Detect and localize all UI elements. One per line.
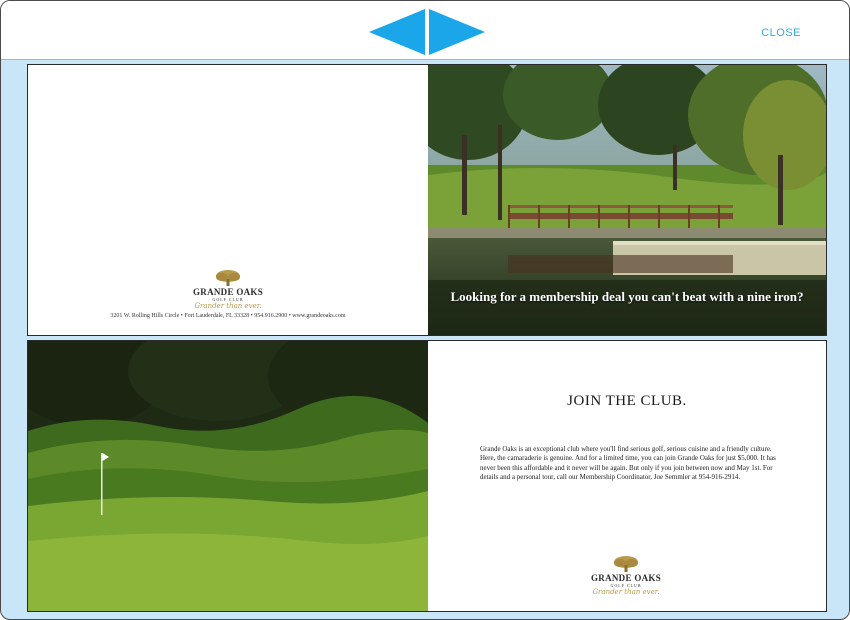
brochure-spread-inside <box>27 340 827 612</box>
oak-tree-icon <box>215 269 241 287</box>
close-button[interactable]: CLOSE <box>761 27 801 39</box>
join-club-title: JOIN THE CLUB. <box>567 393 687 409</box>
cover-back-panel <box>28 65 428 335</box>
bridge-pond-photo <box>428 65 826 335</box>
logo-name: GRANDE OAKS <box>590 573 662 583</box>
logo-name: GRANDE OAKS <box>192 287 264 297</box>
grande-oaks-logo <box>168 269 288 311</box>
oak-tree-icon <box>613 555 639 573</box>
triangle-right-icon <box>429 9 485 55</box>
logo-subtitle: GOLF CLUB <box>212 297 244 302</box>
fairway-green-photo <box>28 341 428 611</box>
grande-oaks-logo-inside <box>566 555 686 597</box>
join-club-panel <box>428 341 826 611</box>
previous-page-button[interactable] <box>369 9 425 55</box>
brochure-spread-cover <box>27 64 827 336</box>
logo-subtitle: GOLF CLUB <box>610 583 642 588</box>
next-page-button[interactable] <box>429 9 485 55</box>
cover-headline: Looking for a membership deal you can't beat with a nine iron? <box>450 289 804 304</box>
logo-tagline: Grander than ever. <box>592 588 660 596</box>
triangle-left-icon <box>369 9 425 55</box>
logo-tagline: Grander than ever. <box>194 302 262 310</box>
club-address: 3201 W. Rolling Hills Circle • Fort Lauderdale, FL 33328 • 954.916.2900 • www.grandeoaks.com <box>110 313 346 319</box>
membership-offer-copy: Grande Oaks is an exceptional club where you'll find serious golf, serious cuisine and a friendly culture. Here, the camaraderie is genuine. And for a limited time, you can join Grande Oaks for just $5,000. It has never been this affordable and it never will be again. But only if you join between now and May 1st. For details and a personal tour, call our Membership Coordinator, Joe Semmler at 954-916-2914. <box>480 445 776 482</box>
viewer-toolbar <box>1 1 849 60</box>
golf-green-flag-image <box>28 341 428 611</box>
